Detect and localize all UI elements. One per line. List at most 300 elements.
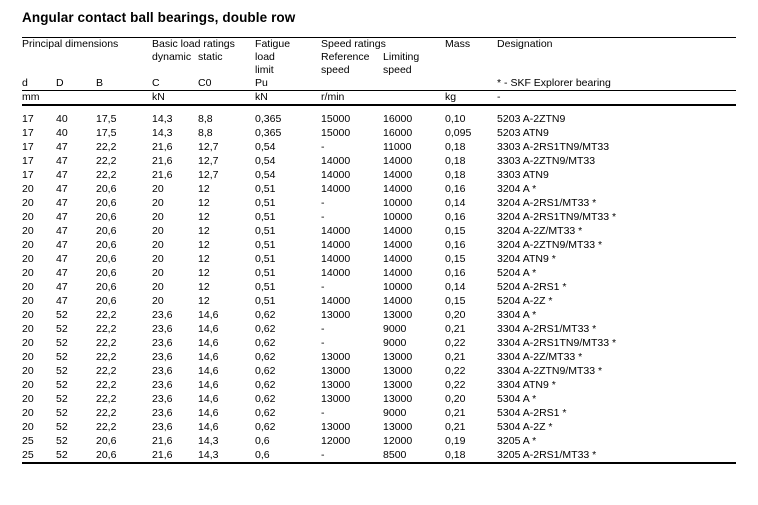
cell-width: 22,2 [96, 322, 117, 335]
cell-limiting-speed: 13000 [383, 420, 413, 433]
subheader2-blank-C [152, 64, 198, 77]
cell-fatigue-load-limit: 0,6 [255, 448, 270, 461]
cell-designation: 3304 A-2RS1/MT33 * [497, 322, 597, 335]
cell-static-load-rating: 14,6 [198, 350, 219, 363]
cell-outside-diameter: 40 [56, 112, 68, 125]
cell-static-load-rating: 14,6 [198, 378, 219, 391]
cell-bore-diameter: 20 [22, 238, 34, 251]
cell-dynamic-load-rating: 23,6 [152, 364, 173, 377]
table-row [22, 238, 736, 252]
cell-dynamic-load-rating: 20 [152, 294, 164, 307]
cell-fatigue-load-limit: 0,54 [255, 140, 276, 153]
cell-mass: 0,21 [445, 350, 466, 363]
cell-designation: 3304 A-2RS1TN9/MT33 * [497, 336, 617, 349]
cell-outside-diameter: 47 [56, 294, 68, 307]
cell-dynamic-load-rating: 21,6 [152, 448, 173, 461]
unit-kN-load: kN [152, 91, 165, 103]
unit-kg: kg [445, 91, 457, 103]
table-row [22, 154, 736, 168]
cell-dynamic-load-rating: 20 [152, 182, 164, 195]
cell-bore-diameter: 20 [22, 392, 34, 405]
cell-fatigue-load-limit: 0,51 [255, 196, 276, 209]
header-fatigue-load-limit: Fatigue [255, 38, 291, 50]
cell-static-load-rating: 12,7 [198, 168, 219, 181]
cell-fatigue-load-limit: 0,51 [255, 182, 276, 195]
cell-width: 22,2 [96, 168, 117, 181]
cell-mass: 0,18 [445, 140, 466, 153]
cell-reference-speed: - [321, 140, 325, 153]
cell-static-load-rating: 12 [198, 294, 210, 307]
cell-fatigue-load-limit: 0,62 [255, 336, 276, 349]
cell-dynamic-load-rating: 23,6 [152, 350, 173, 363]
cell-outside-diameter: 47 [56, 182, 68, 195]
cell-width: 20,6 [96, 294, 117, 307]
cell-static-load-rating: 14,6 [198, 336, 219, 349]
cell-width: 22,2 [96, 336, 117, 349]
cell-designation: 3204 A * [497, 182, 537, 195]
cell-width: 20,6 [96, 182, 117, 195]
cell-bore-diameter: 20 [22, 336, 34, 349]
cell-fatigue-load-limit: 0,54 [255, 154, 276, 167]
cell-designation: 3303 A-2ZTN9/MT33 [497, 154, 596, 167]
cell-dynamic-load-rating: 23,6 [152, 392, 173, 405]
cell-static-load-rating: 14,6 [198, 406, 219, 419]
cell-designation: 3205 A * [497, 434, 537, 447]
cell-outside-diameter: 52 [56, 420, 68, 433]
cell-reference-speed: 12000 [321, 434, 351, 447]
cell-fatigue-load-limit: 0,62 [255, 420, 276, 433]
table-row [22, 448, 736, 463]
symbol-C0: C0 [198, 77, 212, 89]
cell-bore-diameter: 20 [22, 308, 34, 321]
cell-limiting-speed: 9000 [383, 336, 407, 349]
header-principal-dimensions: Principal dimensions [22, 38, 119, 50]
subheader-reference-speed-2: speed [321, 64, 350, 76]
cell-limiting-speed: 8500 [383, 448, 407, 461]
subheader2-blank-C0 [198, 64, 255, 77]
subheader2-blank-mass [445, 64, 497, 77]
cell-outside-diameter: 52 [56, 378, 68, 391]
cell-dynamic-load-rating: 21,6 [152, 168, 173, 181]
subheader-fatigue-limit: limit [255, 64, 274, 76]
cell-mass: 0,16 [445, 182, 466, 195]
table-row [22, 126, 736, 140]
cell-reference-speed: - [321, 210, 325, 223]
cell-outside-diameter: 52 [56, 364, 68, 377]
table-row [22, 280, 736, 294]
subheader-blank-designation [497, 51, 736, 64]
cell-dynamic-load-rating: 20 [152, 280, 164, 293]
cell-reference-speed: 13000 [321, 350, 351, 363]
cell-limiting-speed: 10000 [383, 210, 413, 223]
cell-limiting-speed: 13000 [383, 364, 413, 377]
cell-mass: 0,18 [445, 154, 466, 167]
cell-dynamic-load-rating: 23,6 [152, 378, 173, 391]
cell-static-load-rating: 12 [198, 224, 210, 237]
cell-limiting-speed: 14000 [383, 238, 413, 251]
cell-width: 22,2 [96, 406, 117, 419]
cell-dynamic-load-rating: 21,6 [152, 434, 173, 447]
cell-bore-diameter: 20 [22, 406, 34, 419]
unit-designation: - [497, 91, 501, 103]
cell-bore-diameter: 20 [22, 364, 34, 377]
cell-bore-diameter: 25 [22, 434, 34, 447]
cell-designation: 3303 A-2RS1TN9/MT33 [497, 140, 610, 153]
cell-fatigue-load-limit: 0,62 [255, 406, 276, 419]
cell-bore-diameter: 20 [22, 378, 34, 391]
cell-limiting-speed: 13000 [383, 350, 413, 363]
cell-mass: 0,16 [445, 238, 466, 251]
cell-mass: 0,20 [445, 392, 466, 405]
cell-reference-speed: - [321, 448, 325, 461]
cell-designation: 3204 A-2RS1TN9/MT33 * [497, 210, 617, 223]
cell-bore-diameter: 17 [22, 126, 34, 139]
symbol-blank-ref [321, 77, 383, 91]
cell-reference-speed: 14000 [321, 182, 351, 195]
cell-mass: 0,21 [445, 406, 466, 419]
cell-limiting-speed: 14000 [383, 294, 413, 307]
cell-outside-diameter: 47 [56, 280, 68, 293]
cell-limiting-speed: 14000 [383, 168, 413, 181]
cell-outside-diameter: 52 [56, 322, 68, 335]
cell-bore-diameter: 17 [22, 140, 34, 153]
cell-fatigue-load-limit: 0,51 [255, 224, 276, 237]
cell-bore-diameter: 20 [22, 196, 34, 209]
cell-fatigue-load-limit: 0,62 [255, 364, 276, 377]
cell-fatigue-load-limit: 0,51 [255, 266, 276, 279]
cell-limiting-speed: 9000 [383, 406, 407, 419]
cell-bore-diameter: 20 [22, 252, 34, 265]
cell-dynamic-load-rating: 21,6 [152, 154, 173, 167]
table-units-row [22, 91, 736, 106]
cell-dynamic-load-rating: 23,6 [152, 406, 173, 419]
cell-fatigue-load-limit: 0,51 [255, 294, 276, 307]
cell-limiting-speed: 14000 [383, 252, 413, 265]
cell-limiting-speed: 14000 [383, 224, 413, 237]
cell-mass: 0,18 [445, 448, 466, 461]
cell-designation: 3204 A-2ZTN9/MT33 * [497, 238, 603, 251]
cell-dynamic-load-rating: 20 [152, 224, 164, 237]
cell-limiting-speed: 13000 [383, 392, 413, 405]
cell-reference-speed: 14000 [321, 238, 351, 251]
cell-bore-diameter: 17 [22, 112, 34, 125]
cell-designation: 3303 ATN9 [497, 168, 549, 181]
cell-mass: 0,19 [445, 434, 466, 447]
table-row [22, 350, 736, 364]
cell-bore-diameter: 17 [22, 168, 34, 181]
cell-reference-speed: 14000 [321, 266, 351, 279]
cell-fatigue-load-limit: 0,6 [255, 434, 270, 447]
cell-bore-diameter: 20 [22, 294, 34, 307]
subheader-blank-D [56, 51, 96, 64]
cell-bore-diameter: 20 [22, 322, 34, 335]
table-row [22, 112, 736, 126]
cell-static-load-rating: 14,3 [198, 448, 219, 461]
subheader-blank-d [22, 51, 56, 64]
cell-mass: 0,21 [445, 420, 466, 433]
cell-designation: 5304 A-2Z * [497, 420, 553, 433]
cell-mass: 0,10 [445, 112, 466, 125]
cell-fatigue-load-limit: 0,51 [255, 238, 276, 251]
table-row [22, 294, 736, 308]
cell-designation: 5204 A-2RS1 * [497, 280, 567, 293]
cell-limiting-speed: 12000 [383, 434, 413, 447]
cell-reference-speed: 13000 [321, 364, 351, 377]
cell-dynamic-load-rating: 20 [152, 210, 164, 223]
table-body-top-rule [22, 105, 736, 112]
cell-static-load-rating: 12 [198, 252, 210, 265]
cell-static-load-rating: 12,7 [198, 154, 219, 167]
unit-mm: mm [22, 91, 40, 103]
cell-mass: 0,16 [445, 210, 466, 223]
table-row [22, 196, 736, 210]
table-row [22, 252, 736, 266]
header-basic-load-ratings: Basic load ratings [152, 38, 235, 50]
cell-dynamic-load-rating: 14,3 [152, 112, 173, 125]
cell-limiting-speed: 13000 [383, 378, 413, 391]
cell-mass: 0,15 [445, 224, 466, 237]
cell-fatigue-load-limit: 0,62 [255, 378, 276, 391]
cell-width: 22,2 [96, 140, 117, 153]
table-row [22, 308, 736, 322]
cell-limiting-speed: 14000 [383, 154, 413, 167]
cell-limiting-speed: 14000 [383, 266, 413, 279]
cell-reference-speed: 14000 [321, 224, 351, 237]
subheader-dynamic: dynamic [152, 51, 192, 63]
cell-width: 20,6 [96, 252, 117, 265]
cell-width: 22,2 [96, 350, 117, 363]
cell-mass: 0,14 [445, 280, 466, 293]
cell-designation: 5204 A * [497, 266, 537, 279]
table-row [22, 364, 736, 378]
cell-outside-diameter: 40 [56, 126, 68, 139]
cell-static-load-rating: 12 [198, 266, 210, 279]
cell-reference-speed: 14000 [321, 154, 351, 167]
cell-designation: 3204 ATN9 * [497, 252, 556, 265]
cell-outside-diameter: 52 [56, 448, 68, 461]
cell-static-load-rating: 12 [198, 210, 210, 223]
cell-mass: 0,22 [445, 364, 466, 377]
cell-outside-diameter: 47 [56, 168, 68, 181]
cell-designation: 5304 A-2RS1 * [497, 406, 567, 419]
table-row [22, 224, 736, 238]
cell-bore-diameter: 20 [22, 224, 34, 237]
cell-reference-speed: - [321, 196, 325, 209]
unit-kN-fatigue: kN [255, 91, 268, 103]
cell-width: 20,6 [96, 448, 117, 461]
cell-designation: 3304 A-2ZTN9/MT33 * [497, 364, 603, 377]
cell-dynamic-load-rating: 23,6 [152, 308, 173, 321]
cell-static-load-rating: 12,7 [198, 140, 219, 153]
subheader-limiting-speed-2: speed [383, 64, 412, 76]
cell-width: 22,2 [96, 392, 117, 405]
cell-outside-diameter: 52 [56, 336, 68, 349]
cell-reference-speed: - [321, 336, 325, 349]
cell-designation: 5203 ATN9 [497, 126, 549, 139]
symbol-D: D [56, 77, 64, 89]
cell-static-load-rating: 14,6 [198, 420, 219, 433]
table-row [22, 336, 736, 350]
cell-bore-diameter: 20 [22, 280, 34, 293]
cell-fatigue-load-limit: 0,365 [255, 112, 282, 125]
table-subheader-row-1 [22, 51, 736, 64]
subheader-reference-speed: Reference [321, 51, 370, 63]
cell-width: 22,2 [96, 308, 117, 321]
table-row [22, 210, 736, 224]
cell-reference-speed: 14000 [321, 168, 351, 181]
cell-static-load-rating: 12 [198, 182, 210, 195]
cell-bore-diameter: 20 [22, 182, 34, 195]
cell-outside-diameter: 47 [56, 266, 68, 279]
table-header-group-row [22, 38, 736, 52]
cell-reference-speed: 13000 [321, 420, 351, 433]
bearings-table [22, 37, 736, 470]
cell-limiting-speed: 10000 [383, 280, 413, 293]
cell-width: 22,2 [96, 364, 117, 377]
cell-fatigue-load-limit: 0,62 [255, 322, 276, 335]
cell-width: 20,6 [96, 210, 117, 223]
cell-dynamic-load-rating: 20 [152, 238, 164, 251]
table-row [22, 420, 736, 434]
cell-dynamic-load-rating: 23,6 [152, 420, 173, 433]
cell-designation: 5203 A-2ZTN9 [497, 112, 566, 125]
unit-rmin: r/min [321, 91, 345, 103]
cell-width: 20,6 [96, 266, 117, 279]
cell-dynamic-load-rating: 20 [152, 266, 164, 279]
header-speed-ratings: Speed ratings [321, 38, 386, 50]
cell-outside-diameter: 47 [56, 140, 68, 153]
cell-mass: 0,21 [445, 322, 466, 335]
cell-static-load-rating: 14,6 [198, 364, 219, 377]
cell-width: 17,5 [96, 112, 117, 125]
symbol-C: C [152, 77, 160, 89]
symbol-blank-mass [445, 77, 497, 91]
cell-reference-speed: - [321, 280, 325, 293]
cell-reference-speed: 15000 [321, 126, 351, 139]
cell-outside-diameter: 47 [56, 210, 68, 223]
cell-dynamic-load-rating: 20 [152, 252, 164, 265]
table-row [22, 168, 736, 182]
cell-bore-diameter: 17 [22, 154, 34, 167]
cell-width: 22,2 [96, 154, 117, 167]
table-row [22, 140, 736, 154]
cell-designation: 3205 A-2RS1/MT33 * [497, 448, 597, 461]
cell-fatigue-load-limit: 0,54 [255, 168, 276, 181]
table-row [22, 378, 736, 392]
cell-outside-diameter: 52 [56, 308, 68, 321]
cell-reference-speed: - [321, 406, 325, 419]
spacer-cell [22, 105, 736, 112]
cell-reference-speed: 13000 [321, 308, 351, 321]
cell-outside-diameter: 47 [56, 252, 68, 265]
cell-reference-speed: 15000 [321, 112, 351, 125]
subheader-limiting-speed: Limiting [383, 51, 420, 63]
cell-width: 20,6 [96, 434, 117, 447]
table-row [22, 266, 736, 280]
cell-designation: 3304 ATN9 * [497, 378, 556, 391]
symbol-Pu: Pu [255, 77, 268, 89]
cell-dynamic-load-rating: 23,6 [152, 322, 173, 335]
header-designation: Designation [497, 38, 553, 50]
page-title: Angular contact ball bearings, double row [22, 10, 296, 25]
cell-width: 20,6 [96, 196, 117, 209]
cell-static-load-rating: 14,6 [198, 322, 219, 335]
symbol-blank-lim [383, 77, 445, 91]
cell-outside-diameter: 47 [56, 196, 68, 209]
cell-bore-diameter: 20 [22, 266, 34, 279]
cell-mass: 0,16 [445, 266, 466, 279]
cell-outside-diameter: 47 [56, 224, 68, 237]
cell-limiting-speed: 9000 [383, 322, 407, 335]
cell-mass: 0,14 [445, 196, 466, 209]
cell-limiting-speed: 13000 [383, 308, 413, 321]
cell-static-load-rating: 14,3 [198, 434, 219, 447]
subheader-blank-B [96, 51, 152, 64]
cell-width: 22,2 [96, 378, 117, 391]
cell-mass: 0,095 [445, 126, 472, 139]
cell-width: 17,5 [96, 126, 117, 139]
subheader-blank-mass [445, 51, 497, 64]
bearings-table-wrapper [22, 37, 736, 470]
table-row [22, 322, 736, 336]
cell-reference-speed: 13000 [321, 392, 351, 405]
cell-width: 20,6 [96, 238, 117, 251]
table-body [22, 112, 736, 463]
cell-width: 20,6 [96, 280, 117, 293]
symbol-d: d [22, 77, 28, 89]
cell-static-load-rating: 12 [198, 196, 210, 209]
cell-bore-diameter: 20 [22, 420, 34, 433]
cell-fatigue-load-limit: 0,51 [255, 280, 276, 293]
cell-fatigue-load-limit: 0,51 [255, 252, 276, 265]
cell-designation: 3304 A-2Z/MT33 * [497, 350, 583, 363]
cell-outside-diameter: 52 [56, 392, 68, 405]
cell-outside-diameter: 47 [56, 154, 68, 167]
cell-outside-diameter: 52 [56, 350, 68, 363]
cell-reference-speed: - [321, 322, 325, 335]
table-row [22, 182, 736, 196]
cell-fatigue-load-limit: 0,365 [255, 126, 282, 139]
cell-fatigue-load-limit: 0,62 [255, 350, 276, 363]
cell-static-load-rating: 12 [198, 238, 210, 251]
cell-dynamic-load-rating: 21,6 [152, 140, 173, 153]
cell-mass: 0,22 [445, 378, 466, 391]
cell-mass: 0,18 [445, 168, 466, 181]
subheader-static: static [198, 51, 223, 63]
cell-mass: 0,20 [445, 308, 466, 321]
cell-dynamic-load-rating: 20 [152, 196, 164, 209]
symbol-B: B [96, 77, 104, 89]
cell-limiting-speed: 14000 [383, 182, 413, 195]
cell-static-load-rating: 14,6 [198, 392, 219, 405]
cell-outside-diameter: 52 [56, 434, 68, 447]
cell-limiting-speed: 10000 [383, 196, 413, 209]
cell-static-load-rating: 12 [198, 280, 210, 293]
subheader2-blank-B [96, 64, 152, 77]
cell-limiting-speed: 16000 [383, 112, 413, 125]
table-subheader-row-2 [22, 64, 736, 77]
header-mass: Mass [445, 38, 471, 50]
cell-reference-speed: 14000 [321, 294, 351, 307]
cell-static-load-rating: 8,8 [198, 112, 213, 125]
cell-mass: 0,15 [445, 294, 466, 307]
cell-dynamic-load-rating: 23,6 [152, 336, 173, 349]
cell-outside-diameter: 47 [56, 238, 68, 251]
cell-dynamic-load-rating: 14,3 [152, 126, 173, 139]
cell-width: 20,6 [96, 224, 117, 237]
cell-fatigue-load-limit: 0,62 [255, 392, 276, 405]
cell-designation: 5304 A * [497, 392, 537, 405]
